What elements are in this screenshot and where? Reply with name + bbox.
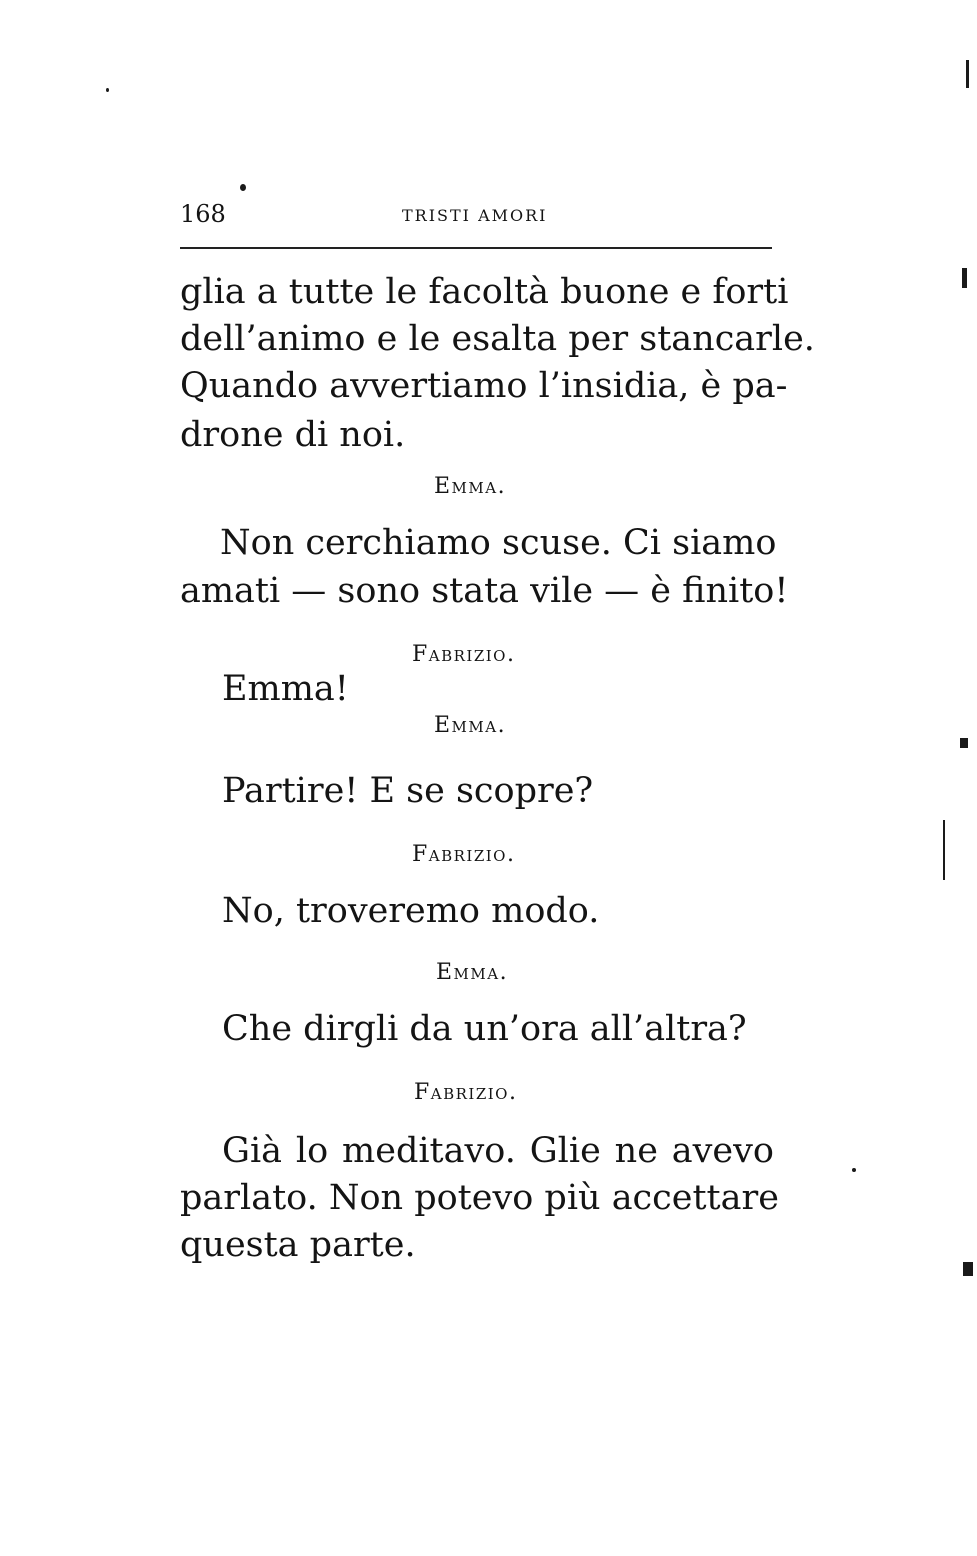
text-line: Non cerchiamo scuse. Ci siamo	[220, 523, 777, 563]
text-line: amati — sono stata vile — è finito!	[180, 571, 789, 611]
speaker-name: Emma.	[436, 960, 509, 985]
text-line: Che dirgli da un’ora all’altra?	[222, 1009, 747, 1049]
scan-edge-mark	[943, 820, 945, 880]
scan-edge-mark	[963, 1262, 973, 1276]
text-line: Partire! E se scopre?	[222, 771, 594, 811]
speaker-name: Emma.	[434, 713, 507, 738]
header-rule	[180, 247, 772, 249]
text-line: parlato. Non potevo più accettare	[180, 1178, 779, 1218]
scan-speck	[240, 184, 246, 191]
text-line: Quando avvertiamo l’insidia, è pa-	[180, 366, 788, 406]
scan-edge-mark	[962, 268, 967, 288]
scan-speck	[852, 1168, 856, 1172]
scan-edge-mark	[960, 738, 968, 748]
speaker-name: Fabrizio.	[412, 842, 516, 867]
text-line: Già lo meditavo. Glie ne avevo	[222, 1131, 774, 1171]
page-header	[180, 200, 772, 236]
page-number: 168	[180, 200, 226, 228]
speaker-name: Fabrizio.	[412, 642, 516, 667]
text-line: dell’animo e le esalta per stancarle.	[180, 319, 815, 359]
text-line: drone di noi.	[180, 415, 406, 455]
text-line: Emma!	[222, 669, 349, 709]
text-line: glia a tutte le facoltà buone e forti	[180, 272, 789, 312]
text-line: No, troveremo modo.	[222, 891, 600, 931]
speaker-name: Fabrizio.	[414, 1080, 518, 1105]
running-title: TRISTI AMORI	[402, 206, 548, 225]
text-line: questa parte.	[180, 1225, 416, 1265]
scan-edge-mark	[966, 60, 969, 88]
scan-speck	[106, 88, 109, 92]
speaker-name: Emma.	[434, 474, 507, 499]
